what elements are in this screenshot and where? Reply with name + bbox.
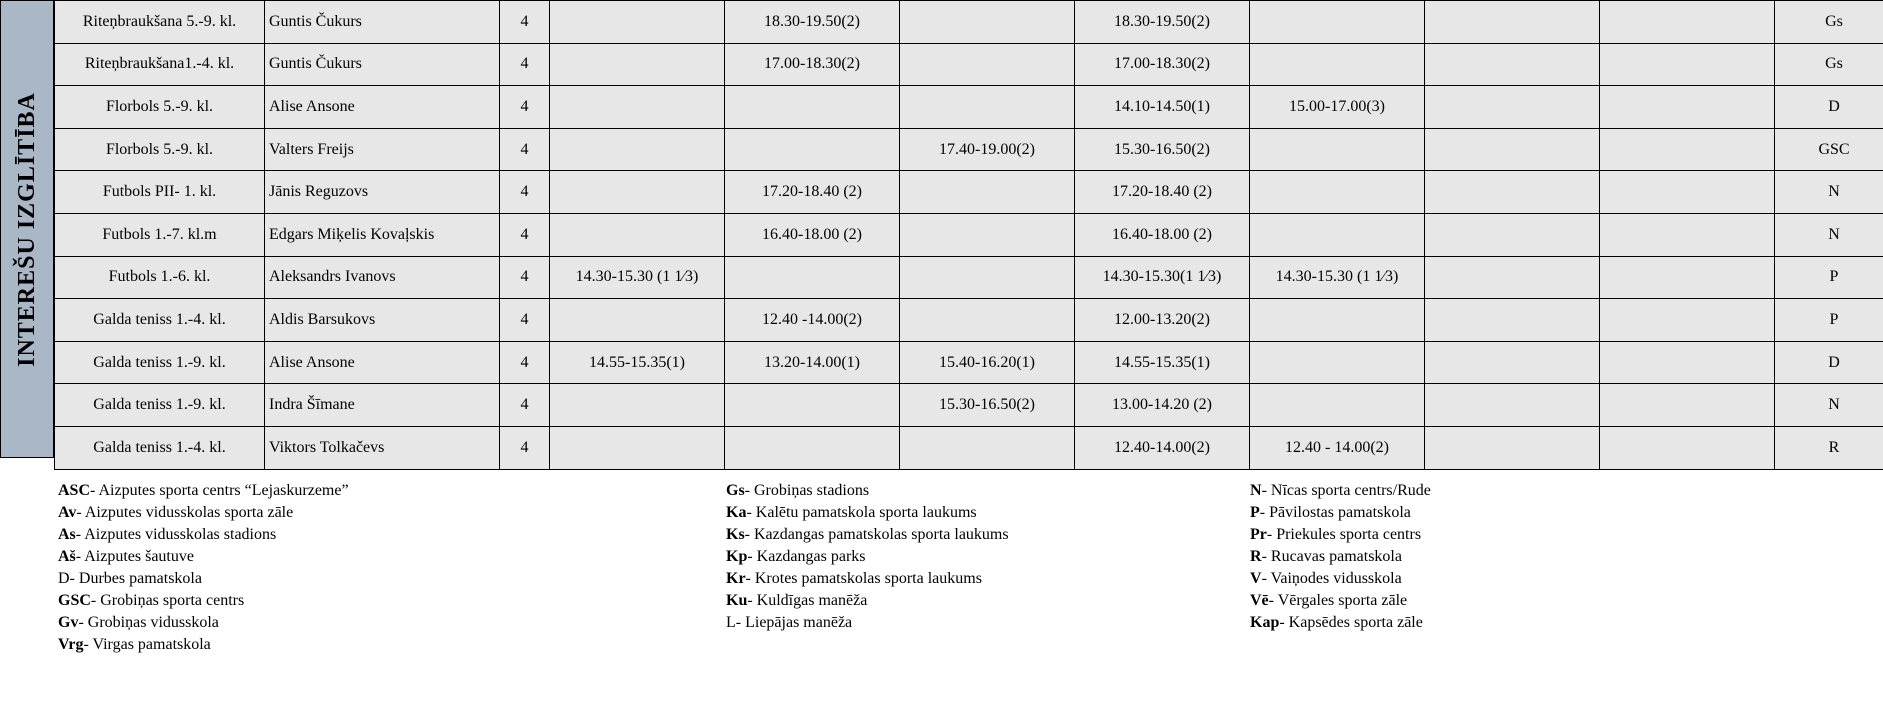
activity-cell: Riteņbraukšana 5.-9. kl. bbox=[55, 1, 265, 44]
teacher-cell: Valters Freijs bbox=[265, 128, 500, 171]
time-cell: 17.40-19.00(2) bbox=[900, 128, 1075, 171]
table-row bbox=[55, 128, 1883, 171]
hours-cell: 4 bbox=[500, 213, 550, 256]
time-cell bbox=[550, 128, 725, 171]
time-cell: 17.00-18.30(2) bbox=[725, 43, 900, 86]
table-row bbox=[55, 384, 1883, 427]
time-cell: 16.40-18.00 (2) bbox=[1075, 213, 1250, 256]
schedule-body bbox=[55, 1, 1883, 470]
legend-text: - Kazdangas pamatskolas sporta laukums bbox=[744, 526, 1009, 543]
location-cell: N bbox=[1775, 171, 1883, 214]
table-row bbox=[55, 43, 1883, 86]
time-cell bbox=[725, 426, 900, 469]
legend-item bbox=[1250, 546, 1431, 568]
legend-item bbox=[1250, 480, 1431, 502]
time-cell bbox=[1425, 43, 1600, 86]
teacher-cell: Alise Ansone bbox=[265, 341, 500, 384]
time-cell bbox=[725, 256, 900, 299]
time-cell bbox=[550, 86, 725, 129]
time-cell bbox=[900, 171, 1075, 214]
location-cell: N bbox=[1775, 384, 1883, 427]
legend-text: - Kapsēdes sporta zāle bbox=[1279, 614, 1423, 631]
legend-text: - Rucavas pamatskola bbox=[1261, 548, 1402, 565]
time-cell bbox=[1600, 128, 1775, 171]
time-cell bbox=[1425, 86, 1600, 129]
hours-cell: 4 bbox=[500, 128, 550, 171]
time-cell bbox=[1600, 384, 1775, 427]
time-cell bbox=[550, 426, 725, 469]
legend-code: Gv bbox=[58, 614, 79, 631]
legend-item bbox=[1250, 524, 1431, 546]
time-cell bbox=[1425, 171, 1600, 214]
teacher-cell: Guntis Čukurs bbox=[265, 1, 500, 44]
legend-column bbox=[1250, 480, 1431, 634]
legend-code: R bbox=[1250, 548, 1262, 565]
time-cell bbox=[1425, 213, 1600, 256]
activity-cell: Riteņbraukšana1.-4. kl. bbox=[55, 43, 265, 86]
legend-item bbox=[58, 612, 349, 634]
legend-text: L- Liepājas manēža bbox=[726, 614, 853, 631]
legend-code: Aš bbox=[58, 548, 76, 565]
activity-cell: Galda teniss 1.-4. kl. bbox=[55, 426, 265, 469]
time-cell bbox=[1250, 1, 1425, 44]
time-cell bbox=[550, 213, 725, 256]
time-cell bbox=[1425, 256, 1600, 299]
table-row bbox=[55, 299, 1883, 342]
time-cell: 14.55-15.35(1) bbox=[1075, 341, 1250, 384]
time-cell bbox=[900, 426, 1075, 469]
legend-text: - Aizputes sporta centrs “Lejaskurzeme” bbox=[90, 482, 349, 499]
time-cell: 14.30-15.30 (1 1⁄3) bbox=[550, 256, 725, 299]
activity-cell: Galda teniss 1.-4. kl. bbox=[55, 299, 265, 342]
time-cell bbox=[900, 43, 1075, 86]
table-row bbox=[55, 256, 1883, 299]
time-cell bbox=[725, 128, 900, 171]
legend-item bbox=[58, 546, 349, 568]
legend-code: ASC bbox=[58, 482, 91, 499]
location-cell: D bbox=[1775, 341, 1883, 384]
time-cell: 14.55-15.35(1) bbox=[550, 341, 725, 384]
legend-code: Kp bbox=[726, 548, 748, 565]
legend-text: - Grobiņas vidusskola bbox=[78, 614, 219, 631]
location-cell: R bbox=[1775, 426, 1883, 469]
time-cell bbox=[550, 1, 725, 44]
time-cell bbox=[1425, 384, 1600, 427]
time-cell bbox=[550, 299, 725, 342]
activity-cell: Futbols PII- 1. kl. bbox=[55, 171, 265, 214]
legend-text: - Grobiņas sporta centrs bbox=[90, 592, 245, 609]
time-cell bbox=[1600, 341, 1775, 384]
legend-text: - Aizputes vidusskolas sporta zāle bbox=[76, 504, 294, 521]
time-cell: 12.40 -14.00(2) bbox=[725, 299, 900, 342]
teacher-cell: Indra Šīmane bbox=[265, 384, 500, 427]
legend-code: Ka bbox=[726, 504, 747, 521]
location-cell: GSC bbox=[1775, 128, 1883, 171]
teacher-cell: Aldis Barsukovs bbox=[265, 299, 500, 342]
schedule-table bbox=[54, 0, 1883, 470]
time-cell: 12.40-14.00(2) bbox=[1075, 426, 1250, 469]
teacher-cell: Jānis Reguzovs bbox=[265, 171, 500, 214]
hours-cell: 4 bbox=[500, 171, 550, 214]
time-cell: 15.00-17.00(3) bbox=[1250, 86, 1425, 129]
legend-text: D- Durbes pamatskola bbox=[58, 570, 202, 587]
legend-text: - Vērgales sporta zāle bbox=[1268, 592, 1408, 609]
time-cell bbox=[1250, 384, 1425, 427]
legend-item bbox=[726, 546, 1009, 568]
hours-cell: 4 bbox=[500, 384, 550, 427]
table-row bbox=[55, 1, 1883, 44]
time-cell: 17.00-18.30(2) bbox=[1075, 43, 1250, 86]
time-cell bbox=[1600, 171, 1775, 214]
time-cell: 15.30-16.50(2) bbox=[900, 384, 1075, 427]
time-cell: 14.10-14.50(1) bbox=[1075, 86, 1250, 129]
legend-item bbox=[726, 590, 1009, 612]
legend-code: Gs bbox=[726, 482, 745, 499]
time-cell: 13.20-14.00(1) bbox=[725, 341, 900, 384]
teacher-cell: Guntis Čukurs bbox=[265, 43, 500, 86]
time-cell bbox=[1425, 299, 1600, 342]
time-cell bbox=[1250, 299, 1425, 342]
time-cell: 14.30-15.30 (1 1⁄3) bbox=[1250, 256, 1425, 299]
time-cell: 12.00-13.20(2) bbox=[1075, 299, 1250, 342]
legend-text: - Pāvilostas pamatskola bbox=[1259, 504, 1411, 521]
activity-cell: Futbols 1.-7. kl.m bbox=[55, 213, 265, 256]
legend-text: - Vaiņodes vidusskola bbox=[1261, 570, 1402, 587]
teacher-cell: Aleksandrs Ivanovs bbox=[265, 256, 500, 299]
legend-text: - Nīcas sporta centrs/Rude bbox=[1261, 482, 1431, 499]
time-cell bbox=[900, 256, 1075, 299]
legend-code: Ku bbox=[726, 592, 748, 609]
legend-text: - Kuldīgas manēža bbox=[747, 592, 868, 609]
time-cell: 15.40-16.20(1) bbox=[900, 341, 1075, 384]
legend-text: - Aizputes šautuve bbox=[75, 548, 194, 565]
legend-code: Vrg bbox=[58, 636, 84, 653]
legend-code: V bbox=[1250, 570, 1262, 587]
legend-item bbox=[58, 590, 349, 612]
activity-cell: Galda teniss 1.-9. kl. bbox=[55, 384, 265, 427]
activity-cell: Florbols 5.-9. kl. bbox=[55, 128, 265, 171]
section-label-text: INTEREŠU IZGLĪTĪBA bbox=[13, 91, 40, 367]
time-cell bbox=[1600, 1, 1775, 44]
table-row bbox=[55, 426, 1883, 469]
time-cell bbox=[1250, 128, 1425, 171]
time-cell bbox=[900, 299, 1075, 342]
time-cell: 17.20-18.40 (2) bbox=[1075, 171, 1250, 214]
table-row bbox=[55, 86, 1883, 129]
hours-cell: 4 bbox=[500, 341, 550, 384]
hours-cell: 4 bbox=[500, 86, 550, 129]
time-cell bbox=[550, 384, 725, 427]
legend-text: - Krotes pamatskolas sporta laukums bbox=[745, 570, 982, 587]
teacher-cell: Edgars Miķelis Kovaļskis bbox=[265, 213, 500, 256]
legend-item bbox=[58, 480, 349, 502]
time-cell bbox=[1425, 128, 1600, 171]
legend-code: N bbox=[1250, 482, 1262, 499]
legend-text: - Grobiņas stadions bbox=[744, 482, 870, 499]
hours-cell: 4 bbox=[500, 43, 550, 86]
table-row bbox=[55, 341, 1883, 384]
legend-item bbox=[58, 524, 349, 546]
legend-text: - Kalētu pamatskola sporta laukums bbox=[746, 504, 977, 521]
time-cell bbox=[1250, 43, 1425, 86]
time-cell bbox=[1600, 426, 1775, 469]
time-cell: 18.30-19.50(2) bbox=[1075, 1, 1250, 44]
teacher-cell: Alise Ansone bbox=[265, 86, 500, 129]
location-cell: Gs bbox=[1775, 43, 1883, 86]
legend-item bbox=[58, 634, 349, 656]
time-cell bbox=[1600, 86, 1775, 129]
activity-cell: Galda teniss 1.-9. kl. bbox=[55, 341, 265, 384]
legend-item bbox=[1250, 502, 1431, 524]
time-cell bbox=[725, 86, 900, 129]
legend-item bbox=[726, 568, 1009, 590]
hours-cell: 4 bbox=[500, 1, 550, 44]
time-cell: 13.00-14.20 (2) bbox=[1075, 384, 1250, 427]
legend-code: Kr bbox=[726, 570, 746, 587]
time-cell bbox=[1600, 43, 1775, 86]
legend-text: - Virgas pamatskola bbox=[83, 636, 211, 653]
legend-code: As bbox=[58, 526, 76, 543]
legend-code: Kap bbox=[1250, 614, 1280, 631]
time-cell bbox=[725, 384, 900, 427]
legend-item bbox=[1250, 568, 1431, 590]
time-cell bbox=[1600, 256, 1775, 299]
legend-code: Pr bbox=[1250, 526, 1267, 543]
time-cell bbox=[1425, 341, 1600, 384]
time-cell bbox=[900, 86, 1075, 129]
time-cell bbox=[1250, 341, 1425, 384]
legend-item bbox=[726, 612, 1009, 634]
legend-code: P bbox=[1250, 504, 1260, 521]
legend-text: - Priekules sporta centrs bbox=[1266, 526, 1422, 543]
time-cell bbox=[1600, 213, 1775, 256]
location-cell: P bbox=[1775, 299, 1883, 342]
activity-cell: Futbols 1.-6. kl. bbox=[55, 256, 265, 299]
time-cell bbox=[1425, 426, 1600, 469]
time-cell bbox=[1600, 299, 1775, 342]
legend-item bbox=[726, 480, 1009, 502]
time-cell: 12.40 - 14.00(2) bbox=[1250, 426, 1425, 469]
legend-text: - Kazdangas parks bbox=[747, 548, 866, 565]
legend-column bbox=[726, 480, 1009, 634]
location-cell: D bbox=[1775, 86, 1883, 129]
section-side-label bbox=[0, 0, 54, 458]
time-cell: 18.30-19.50(2) bbox=[725, 1, 900, 44]
time-cell: 15.30-16.50(2) bbox=[1075, 128, 1250, 171]
time-cell bbox=[900, 213, 1075, 256]
legend-code: Ks bbox=[726, 526, 745, 543]
hours-cell: 4 bbox=[500, 256, 550, 299]
time-cell: 14.30-15.30(1 1⁄3) bbox=[1075, 256, 1250, 299]
time-cell bbox=[1425, 1, 1600, 44]
legend-item bbox=[58, 502, 349, 524]
location-cell: Gs bbox=[1775, 1, 1883, 44]
time-cell: 16.40-18.00 (2) bbox=[725, 213, 900, 256]
time-cell bbox=[900, 1, 1075, 44]
activity-cell: Florbols 5.-9. kl. bbox=[55, 86, 265, 129]
legend-item bbox=[726, 502, 1009, 524]
legend-item bbox=[1250, 590, 1431, 612]
legend-item bbox=[58, 568, 349, 590]
legend-code: Av bbox=[58, 504, 77, 521]
time-cell bbox=[1250, 213, 1425, 256]
location-cell: P bbox=[1775, 256, 1883, 299]
legend-column bbox=[58, 480, 349, 656]
time-cell bbox=[550, 43, 725, 86]
time-cell: 17.20-18.40 (2) bbox=[725, 171, 900, 214]
table-row bbox=[55, 213, 1883, 256]
teacher-cell: Viktors Tolkačevs bbox=[265, 426, 500, 469]
legend-text: - Aizputes vidusskolas stadions bbox=[75, 526, 277, 543]
time-cell bbox=[550, 171, 725, 214]
legend-item bbox=[1250, 612, 1431, 634]
legend-code: Vē bbox=[1250, 592, 1269, 609]
hours-cell: 4 bbox=[500, 426, 550, 469]
table-row bbox=[55, 171, 1883, 214]
legend-code: GSC bbox=[58, 592, 91, 609]
hours-cell: 4 bbox=[500, 299, 550, 342]
time-cell bbox=[1250, 171, 1425, 214]
legend-item bbox=[726, 524, 1009, 546]
location-cell: N bbox=[1775, 213, 1883, 256]
